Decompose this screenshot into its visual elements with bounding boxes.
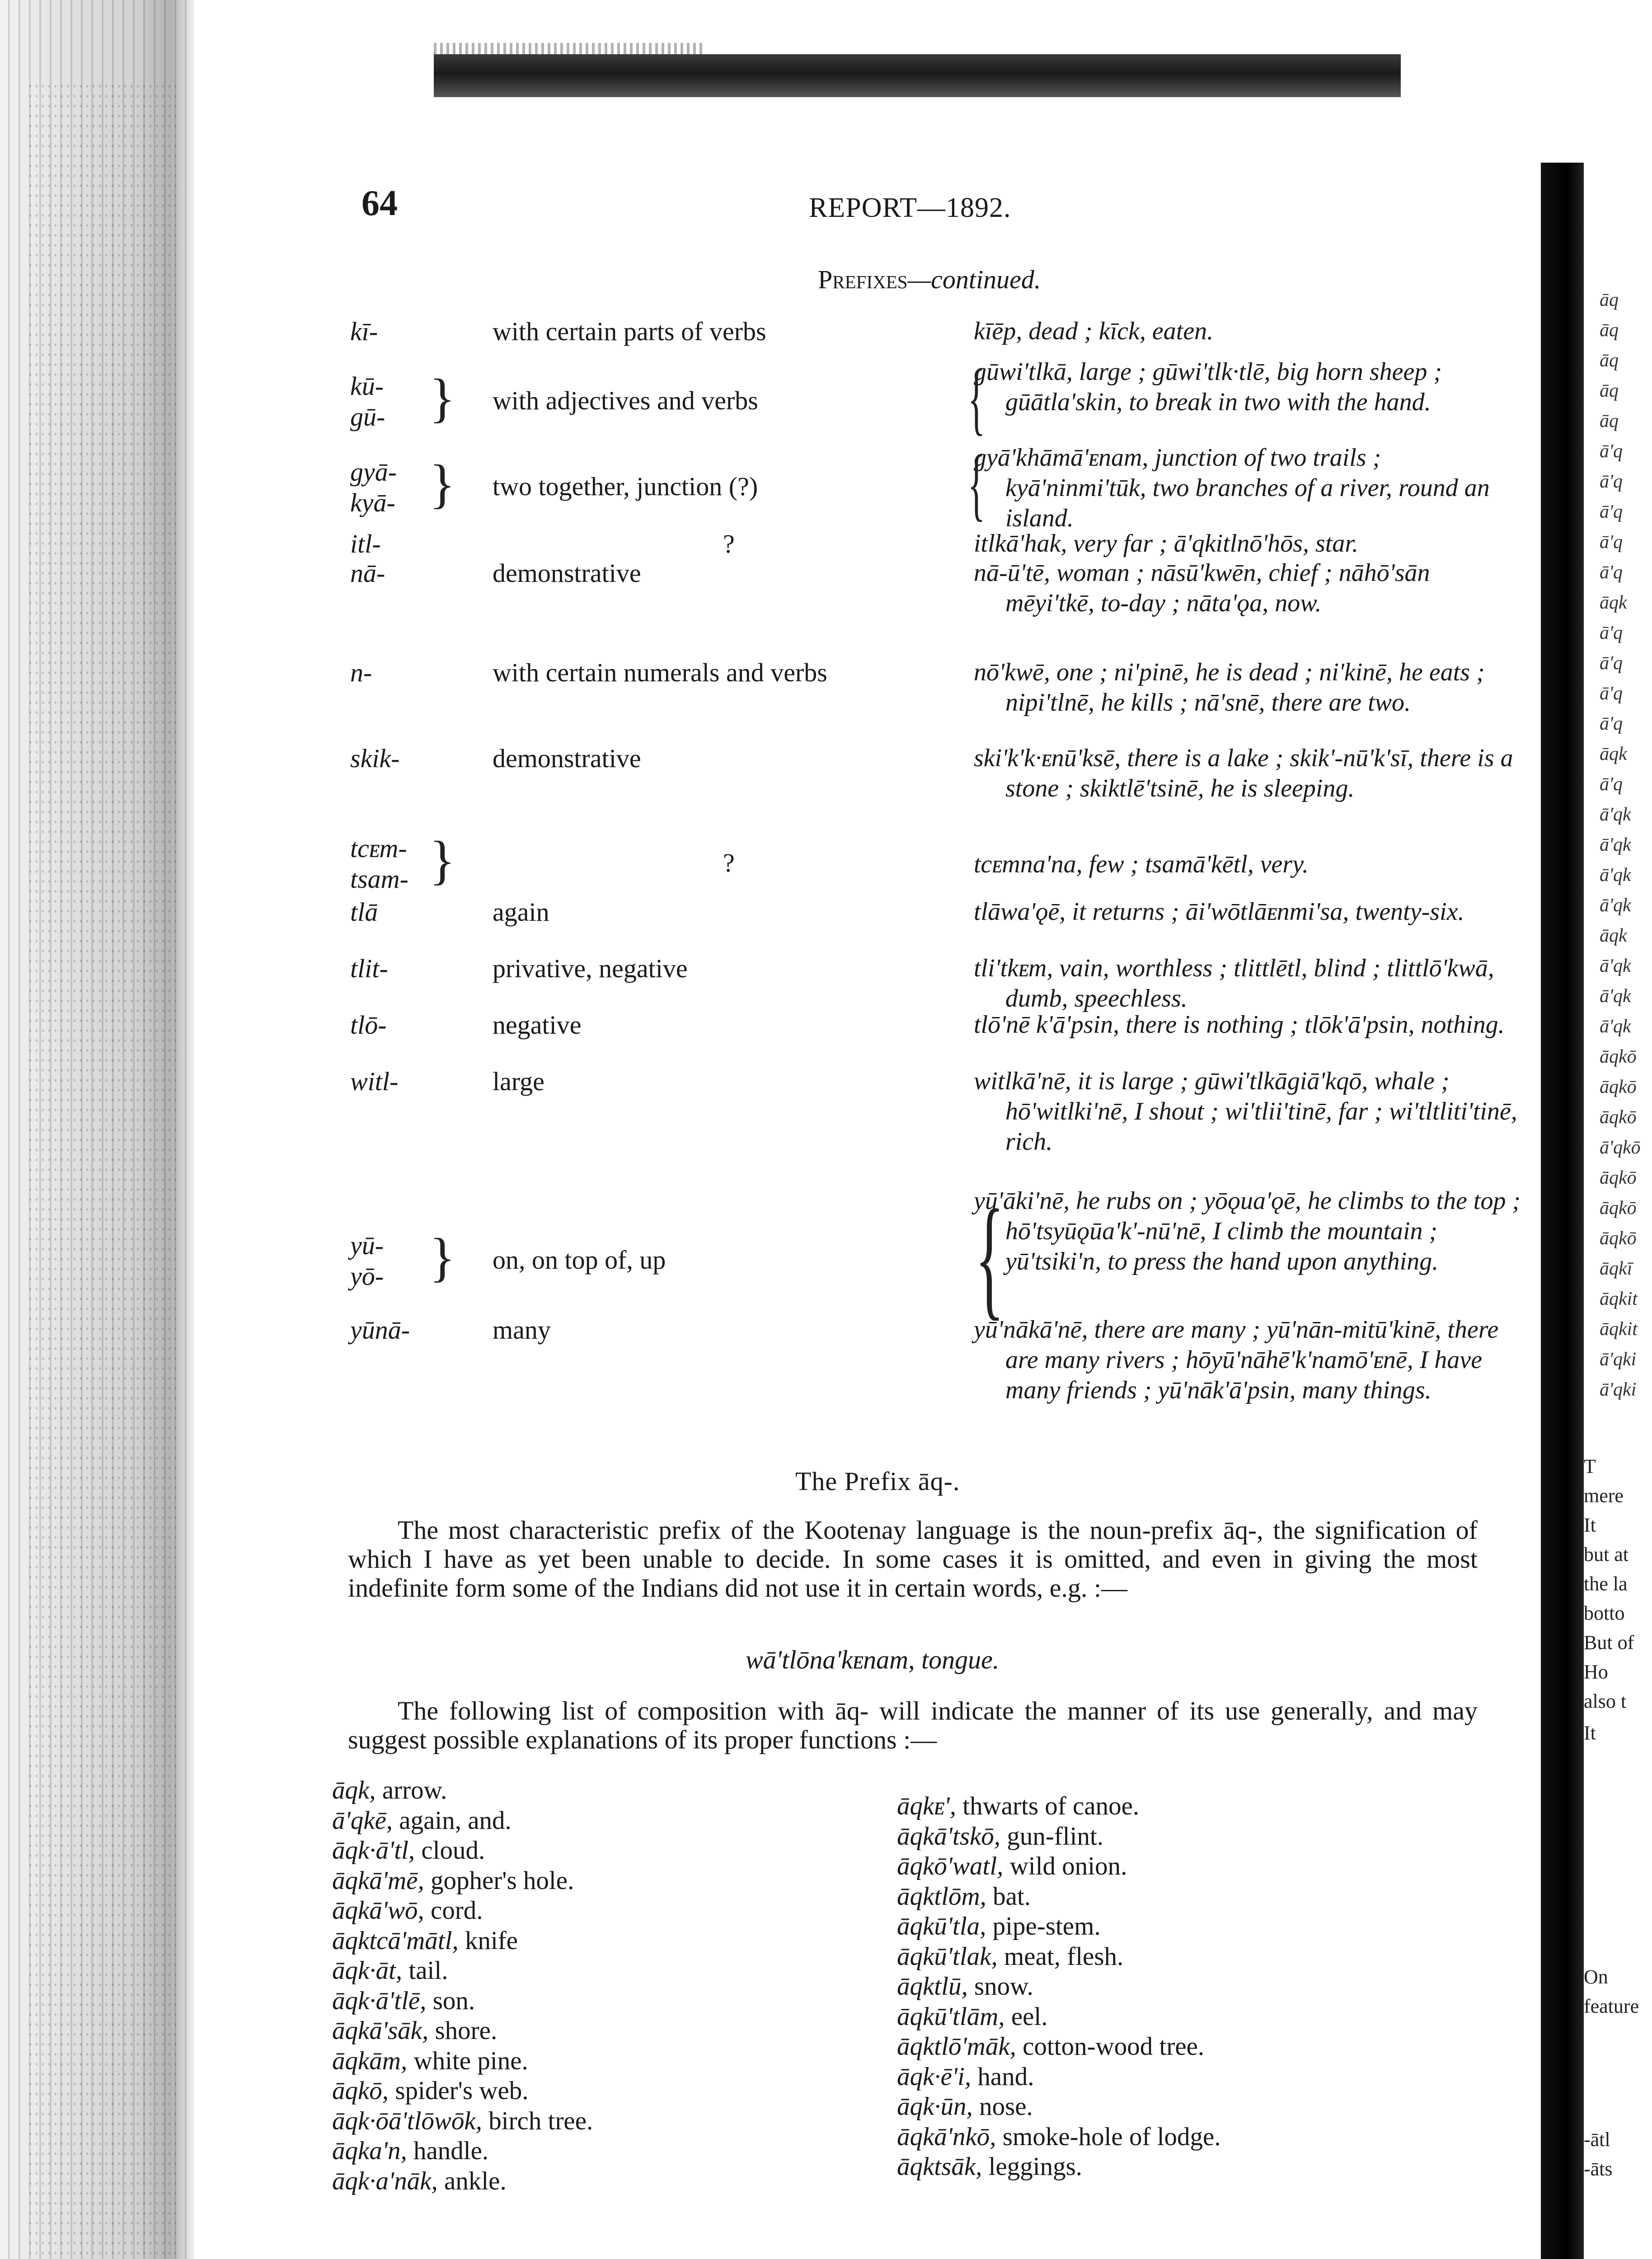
prefix-examples: yū'nākā'nē, there are many ; yū'nān-mitū'kinē, there are many rivers ; hōyū'nāhē'k'namō'ᴇnē, I have many friends ; yū'nāk'ā'psin, many things. xyxy=(974,1316,1499,1404)
facing-page-fragment: āqkō xyxy=(1600,1228,1637,1249)
list-item xyxy=(332,2106,593,2136)
prefix-form: n- xyxy=(350,658,372,687)
prefix-meaning: on, on top of, up xyxy=(493,1245,666,1275)
list-item xyxy=(897,1882,1031,1911)
list-item-word: āqkū'tla, xyxy=(897,1912,986,1940)
facing-page-fragment: āqkō xyxy=(1600,1167,1637,1188)
list-item-gloss: shore. xyxy=(428,2016,497,2045)
list-item xyxy=(332,1776,447,1805)
facing-page-fragment: ā'qk xyxy=(1600,986,1631,1007)
prefix-form: yō- xyxy=(350,1261,384,1291)
prefix-form: itl- xyxy=(350,529,381,558)
facing-page-fragment: botto xyxy=(1584,1602,1625,1624)
list-item xyxy=(332,1896,483,1925)
prefix-form: tlā xyxy=(350,897,378,927)
facing-page-fragment: It xyxy=(1584,1722,1596,1744)
facing-page-fragment: ā'q xyxy=(1600,713,1623,734)
list-item-gloss: cotton-wood tree. xyxy=(1016,2032,1205,2061)
facing-page-fragment: ā'q xyxy=(1600,471,1623,492)
list-item-gloss: gopher's hole. xyxy=(424,1866,574,1895)
list-item xyxy=(332,2016,497,2045)
list-item xyxy=(332,2166,507,2196)
facing-page-fragment: āq xyxy=(1600,320,1619,341)
list-item xyxy=(332,2136,488,2165)
list-item-gloss: gun-flint. xyxy=(1000,1822,1104,1851)
list-item-word: āqk·ūn, xyxy=(897,2092,973,2121)
list-item xyxy=(897,1822,1103,1851)
prefix-meaning: many xyxy=(493,1315,551,1345)
facing-page-fragment: āqkit xyxy=(1600,1319,1638,1340)
facing-page-fragment: but at xyxy=(1584,1543,1629,1565)
prefix-examples: yū'āki'nē, he rubs on ; yōǫua'ǫē, he climbs to the top ; hō'tsyūǫūa'k'-nū'nē, I climb the mountain ; yū'tsiki'n, to press the hand upon anything. xyxy=(974,1187,1521,1275)
list-item-word: āqkᴇ', xyxy=(897,1792,956,1820)
list-item-word: āqk·ā'tlē, xyxy=(332,1986,427,2015)
list-item-gloss: bat. xyxy=(986,1882,1031,1911)
list-item-word: āqka'n, xyxy=(332,2137,407,2165)
unknown-meaning-mark: ? xyxy=(723,529,735,558)
prefix-form: nā- xyxy=(350,558,385,588)
list-item-word: ā'qkē, xyxy=(332,1806,393,1835)
unknown-meaning-mark: ? xyxy=(723,848,735,877)
facing-page-fragment: ā'qkō xyxy=(1600,1137,1641,1158)
facing-page-fragment: ā'qki xyxy=(1600,1379,1637,1400)
prefix-form: tcᴇm- xyxy=(350,833,407,863)
prefix-examples: itlkā'hak, very far ; ā'qkitlnō'hōs, star. xyxy=(974,530,1358,558)
list-item xyxy=(332,1986,475,2015)
list-item xyxy=(897,2032,1204,2061)
list-item-word: āqktcā'mātl, xyxy=(332,1926,459,1955)
section-heading xyxy=(818,264,1041,295)
brace-examples: { xyxy=(975,1182,1004,1332)
aq-section-heading: The Prefix āq-. xyxy=(795,1467,960,1496)
facing-page-fragment: But of xyxy=(1584,1631,1634,1654)
list-item xyxy=(332,1866,574,1895)
brace-prefix-group: } xyxy=(429,453,455,514)
list-item xyxy=(897,2092,1033,2121)
facing-page-fragment: ā'q xyxy=(1600,683,1623,704)
facing-page-fragment: ā'qk xyxy=(1600,895,1631,916)
facing-page-fragment: ā'qki xyxy=(1600,1349,1637,1370)
list-item-word: āqkō, xyxy=(332,2076,389,2105)
prefix-examples: kīēp, dead ; kīck, eaten. xyxy=(974,317,1214,345)
facing-page-fragment: ā'q xyxy=(1600,532,1623,553)
list-item-word: āqkū'tlām, xyxy=(897,2002,1005,2031)
facing-page-fragment: the la xyxy=(1584,1573,1628,1595)
list-item-word: āqktsāk, xyxy=(897,2152,982,2181)
list-item-word: āqk·a'nāk, xyxy=(332,2166,438,2195)
facing-page-fragment: ā'qk xyxy=(1600,1016,1631,1037)
facing-page-fragment: On xyxy=(1584,1966,1608,1988)
facing-page-fragment: āq xyxy=(1600,290,1619,310)
prefix-examples: gyā'khāmā'ᴇnam, junction of two trails ; kyā'ninmi'tūk, two branches of a river, round an island. xyxy=(974,444,1490,532)
list-item-gloss: eel. xyxy=(1004,2002,1048,2031)
list-item-gloss: birch tree. xyxy=(482,2106,593,2135)
prefix-form: witl- xyxy=(350,1067,399,1096)
list-item-gloss: pipe-stem. xyxy=(986,1912,1101,1940)
list-item-gloss: snow. xyxy=(967,1972,1033,2001)
aq-paragraph-1: The most characteristic prefix of the Kootenay language is the noun-prefix āq-, the signification of which I have as yet been unable to decide. In some cases it is omitted, and even in giving the most indefinite form some of the Indians did not use it in certain words, e.g. :— xyxy=(348,1515,1478,1603)
list-item-word: āqktlō'māk, xyxy=(897,2032,1016,2061)
aq-example-word: wā'tlōna'kᴇnam, tongue. xyxy=(746,1645,1000,1674)
list-item xyxy=(897,1851,1127,1881)
list-item-gloss: white pine. xyxy=(407,2046,528,2075)
prefix-examples: gūwi'tlkā, large ; gūwi'tlk·tlē, big horn sheep ; gūātla'skin, to break in two with the hand. xyxy=(974,358,1442,416)
facing-page-fragment: āqk xyxy=(1600,925,1627,946)
running-title: REPORT—1892. xyxy=(809,192,1011,223)
list-item-word: āqkā'tskō, xyxy=(897,1822,1001,1851)
list-item-word: āqkā'wō, xyxy=(332,1896,424,1925)
prefix-meaning: demonstrative xyxy=(493,558,641,588)
right-page-edge-shadow xyxy=(1541,163,1584,2259)
prefix-form: gyā- xyxy=(350,457,397,487)
facing-page-fragment: āqkī xyxy=(1600,1258,1633,1279)
section-heading-prefix: Prefixes xyxy=(818,265,908,294)
prefix-form: tlit- xyxy=(350,954,388,983)
list-item-gloss: smoke-hole of lodge. xyxy=(996,2122,1221,2151)
list-item-word: āqktlōm, xyxy=(897,1882,986,1911)
list-item xyxy=(897,1942,1123,1971)
facing-page-fragment: ā'qk xyxy=(1600,865,1631,886)
facing-page-fragment: āqkō xyxy=(1600,1198,1637,1219)
list-item-word: āqkā'mē, xyxy=(332,1866,424,1895)
facing-page-fragment: Ho xyxy=(1584,1661,1608,1683)
prefix-meaning: demonstrative xyxy=(493,744,641,773)
list-item-gloss: wild onion. xyxy=(1003,1852,1127,1880)
list-item-gloss: son. xyxy=(426,1986,475,2015)
prefix-examples: tlō'nē k'ā'psin, there is nothing ; tlōk'ā'psin, nothing. xyxy=(974,1011,1505,1039)
facing-page-fragment: ā'q xyxy=(1600,562,1623,583)
aq-paragraph-2: The following list of composition with āq- will indicate the manner of its use generally, and may suggest possible explanations of its proper functions :— xyxy=(348,1696,1478,1754)
list-item-gloss: nose. xyxy=(972,2092,1033,2121)
facing-page-fragment: It xyxy=(1584,1514,1596,1536)
list-item xyxy=(897,2152,1082,2181)
list-item xyxy=(332,1926,518,1955)
section-heading-suffix: —continued. xyxy=(907,265,1041,294)
list-item xyxy=(897,1791,1139,1821)
list-item-word: āqkā'nkō, xyxy=(897,2122,996,2151)
facing-page-fragment: -āts xyxy=(1584,2158,1613,2180)
facing-page-fragment: ā'q xyxy=(1600,774,1623,795)
list-item-gloss: ankle. xyxy=(437,2166,507,2195)
list-item-word: āqktlū, xyxy=(897,1972,968,2001)
list-item-word: āqk·āt, xyxy=(332,1956,403,1985)
facing-page-fragment: āqk xyxy=(1600,744,1627,764)
list-item-word: āqk·ā'tl, xyxy=(332,1836,415,1865)
list-item xyxy=(897,1972,1033,2001)
facing-page-fragment: āq xyxy=(1600,411,1619,431)
top-scan-border xyxy=(434,54,1401,97)
facing-page-fragment: āqkō xyxy=(1600,1077,1637,1097)
list-item xyxy=(897,2062,1034,2091)
facing-page-fragment: āqkit xyxy=(1600,1289,1638,1309)
list-item-gloss: meat, flesh. xyxy=(997,1942,1124,1971)
list-item-word: āqkō'watl, xyxy=(897,1852,1004,1880)
list-item-gloss: again, and. xyxy=(393,1806,512,1835)
facing-page-fragment: āq xyxy=(1600,380,1619,401)
list-item-word: āqkū'tlak, xyxy=(897,1942,998,1971)
list-item-gloss: arrow. xyxy=(375,1776,447,1804)
list-item xyxy=(897,2122,1221,2151)
brace-prefix-group: } xyxy=(429,830,455,890)
prefix-examples: nō'kwē, one ; ni'pinē, he is dead ; ni'kinē, he eats ; nipi'tlnē, he kills ; nā'snē, there are two. xyxy=(974,658,1485,717)
list-item-gloss: cloud. xyxy=(415,1836,485,1865)
brace-prefix-group: } xyxy=(429,1227,455,1287)
facing-page-fragment: ā'q xyxy=(1600,653,1623,674)
list-item-gloss: knife xyxy=(458,1926,518,1955)
list-item xyxy=(897,1912,1101,1941)
prefix-examples: witlkā'nē, it is large ; gūwi'tlkāgiā'kqō, whale ; hō'witlki'nē, I shout ; wi'tlii'tinē, far ; wi'tltliti'tinē, rich. xyxy=(974,1067,1517,1156)
list-item xyxy=(332,1836,485,1865)
facing-page-fragment: T xyxy=(1584,1455,1596,1477)
prefix-form: tlō- xyxy=(350,1010,387,1040)
list-item-word: āqk·ē'i, xyxy=(897,2062,971,2091)
list-item-word: āqk·ōā'tlōwōk, xyxy=(332,2106,482,2135)
prefix-meaning: with certain parts of verbs xyxy=(493,317,766,346)
prefix-meaning: with adjectives and verbs xyxy=(493,385,758,415)
brace-examples: { xyxy=(967,439,986,529)
list-item xyxy=(332,2076,529,2105)
prefix-form: yū- xyxy=(350,1230,384,1260)
prefix-form: yūnā- xyxy=(350,1315,410,1345)
facing-page-fragment: ā'qk xyxy=(1600,804,1631,825)
prefix-meaning: two together, junction (?) xyxy=(493,471,758,501)
prefix-examples: tcᴇmna'na, few ; tsamā'kētl, very. xyxy=(974,850,1309,878)
list-item xyxy=(897,2002,1048,2031)
brace-prefix-group: } xyxy=(429,367,455,428)
prefix-form: kū- xyxy=(350,371,384,401)
prefix-examples: tli'tkᴇm, vain, worthless ; tlittlētl, blind ; tlittlō'kwā, dumb, speechless. xyxy=(974,954,1494,1012)
prefix-meaning: again xyxy=(493,897,549,927)
facing-page-fragment: āq xyxy=(1600,350,1619,371)
facing-page-fragment: āqkō xyxy=(1600,1046,1637,1067)
facing-page-fragment: feature xyxy=(1584,1995,1639,2017)
list-item-gloss: spider's web. xyxy=(389,2076,529,2105)
facing-page-fragment: also t xyxy=(1584,1690,1627,1712)
page-number: 64 xyxy=(361,183,398,223)
prefix-meaning: privative, negative xyxy=(493,954,688,983)
binding-gutter-noise xyxy=(27,81,176,2259)
list-item-gloss: hand. xyxy=(971,2062,1034,2091)
prefix-examples: nā-ū'tē, woman ; nāsū'kwēn, chief ; nāhō'sān mēyi'tkē, to-day ; nāta'ǫa, now. xyxy=(974,559,1430,617)
facing-page-fragment: ā'qk xyxy=(1600,956,1631,976)
facing-page-fragment: ā'q xyxy=(1600,441,1623,462)
list-item-gloss: cord. xyxy=(424,1896,483,1925)
facing-page-fragment: ā'q xyxy=(1600,501,1623,522)
prefix-form: skik- xyxy=(350,744,400,773)
list-item xyxy=(332,1956,448,1985)
prefix-meaning: negative xyxy=(493,1010,582,1040)
prefix-form: tsam- xyxy=(350,864,408,894)
prefix-examples: ski'k'k·ᴇnū'ksē, there is a lake ; skik'-nū'k'sī, there is a stone ; skiktlē'tsinē, he is sleeping. xyxy=(974,744,1513,802)
list-item-gloss: tail. xyxy=(402,1956,448,1985)
facing-page-fragment: āqkō xyxy=(1600,1107,1637,1128)
list-item-word: āqkā'sāk, xyxy=(332,2016,429,2045)
list-item-gloss: leggings. xyxy=(982,2152,1083,2181)
facing-page-fragment: mere xyxy=(1584,1485,1624,1507)
list-item-gloss: handle. xyxy=(407,2137,489,2165)
prefix-form: kyā- xyxy=(350,487,395,517)
facing-page-fragment: āqk xyxy=(1600,592,1627,613)
prefix-form: kī- xyxy=(350,317,378,346)
facing-page-fragment: ā'qk xyxy=(1600,834,1631,855)
prefix-examples: tlāwa'ǫē, it returns ; āi'wōtlāᴇnmi'sa, twenty-six. xyxy=(974,898,1464,926)
facing-page-fragment: -ātl xyxy=(1584,2128,1610,2151)
brace-examples: { xyxy=(967,353,986,443)
facing-page-fragment: ā'q xyxy=(1600,623,1623,643)
prefix-meaning: with certain numerals and verbs xyxy=(493,658,827,687)
list-item-word: āqk, xyxy=(332,1776,376,1804)
list-item-word: āqkām, xyxy=(332,2046,408,2075)
prefix-form: gū- xyxy=(350,402,385,431)
list-item xyxy=(332,2046,528,2076)
list-item-gloss: thwarts of canoe. xyxy=(956,1792,1140,1820)
prefix-meaning: large xyxy=(493,1067,544,1096)
list-item xyxy=(332,1806,512,1835)
